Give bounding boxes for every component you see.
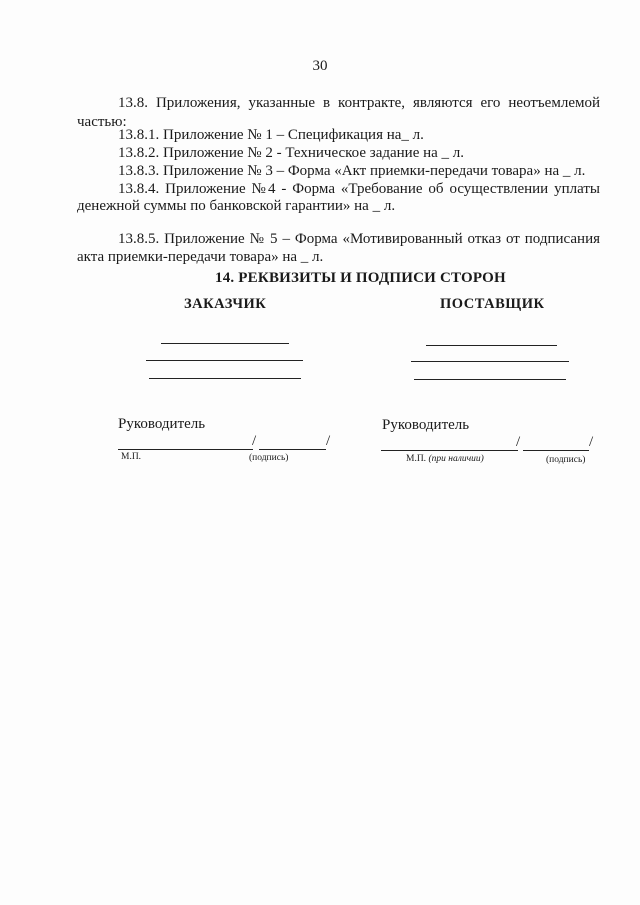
supplier-requisite-line (426, 345, 557, 346)
supplier-name-line (523, 450, 589, 451)
customer-stamp-label: М.П. (121, 452, 142, 462)
supplier-signature-line (381, 450, 518, 451)
customer-name-line (259, 449, 326, 450)
supplier-stamp-label (406, 454, 484, 464)
clause-13-8-1: 13.8.1. Приложение № 1 – Спецификация на_ л. (118, 127, 424, 143)
clause-13-8-5-line1: 13.8.5. Приложение № 5 – Форма «Мотивированный отказ от подписания (118, 231, 600, 247)
supplier-stamp-text: М.П. (406, 454, 427, 464)
clause-13-8-4-line2: денежной суммы по банковской гарантии» на _ л. (77, 198, 396, 214)
section-title: 14. РЕКВИЗИТЫ И ПОДПИСИ СТОРОН (215, 270, 506, 286)
supplier-signature-caption: (подпись) (546, 455, 586, 465)
customer-slash-end: / (326, 433, 331, 449)
clause-13-8-5-line2: акта приемки-передачи товара» на _ л. (77, 249, 324, 265)
clause-13-8-line2: частью: (77, 114, 127, 130)
clause-13-8-4-line1: 13.8.4. Приложение №4 - Форма «Требование об осуществлении уплаты (118, 181, 600, 197)
customer-slash: / (252, 433, 257, 449)
supplier-role-label: Руководитель (382, 417, 470, 433)
clause-13-8-3: 13.8.3. Приложение № 3 – Форма «Акт приемки-передачи товара» на _ л. (118, 163, 586, 179)
supplier-heading: ПОСТАВЩИК (440, 296, 545, 312)
customer-heading: ЗАКАЗЧИК (184, 296, 267, 312)
supplier-slash: / (516, 434, 521, 450)
clause-13-8-2: 13.8.2. Приложение № 2 - Техническое задание на _ л. (118, 145, 465, 161)
customer-requisite-line (146, 360, 303, 361)
customer-requisite-line (149, 378, 301, 379)
supplier-requisite-line (411, 361, 569, 362)
supplier-requisite-line (414, 379, 566, 380)
customer-role-label: Руководитель (118, 416, 206, 432)
page-number: 30 (312, 58, 328, 74)
supplier-stamp-note: (при наличии) (428, 454, 484, 464)
clause-13-8-line1: 13.8. Приложения, указанные в контракте, являются его неотъемлемой (118, 95, 600, 111)
supplier-slash-end: / (589, 434, 594, 450)
customer-requisite-line (161, 343, 289, 344)
customer-signature-caption: (подпись) (249, 453, 289, 463)
customer-signature-line (118, 449, 253, 450)
